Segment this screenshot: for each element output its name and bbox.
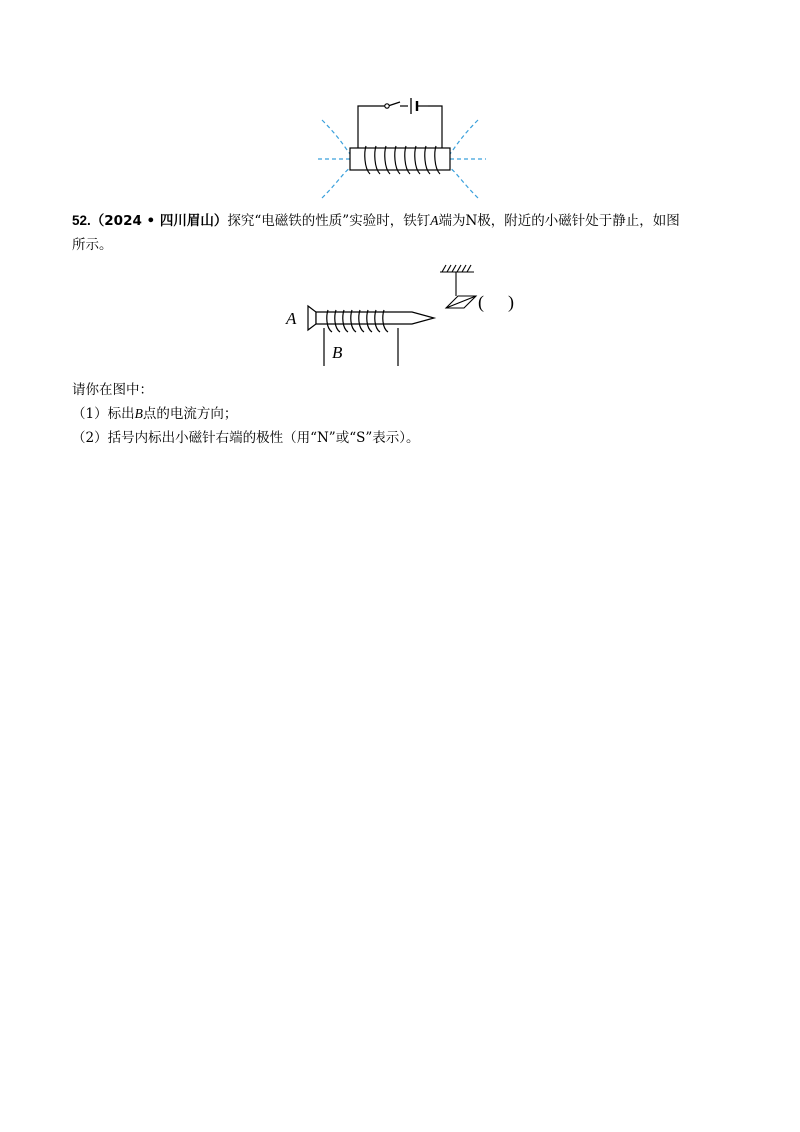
field-line-top-left <box>322 120 350 154</box>
answer-paren-right: ) <box>508 292 514 312</box>
item-2 <box>72 428 420 448</box>
prompt-line <box>72 380 153 400</box>
label-a: A <box>286 309 297 328</box>
question-stem-line2: 所示。 <box>72 237 113 253</box>
item-1-var: B <box>134 406 143 421</box>
question-stem-var-a: A <box>430 213 439 228</box>
question-stem-part2: 端为N极，附近的小磁针处于静止，如图 <box>438 213 680 229</box>
item-1-prefix: （1）标出 <box>72 406 135 422</box>
item-1-suffix: 点的电流方向； <box>142 406 238 422</box>
question-line-1 <box>72 211 680 231</box>
solenoid-field-figure <box>300 88 500 200</box>
item-1 <box>72 404 237 424</box>
question-number: 52. <box>72 213 91 228</box>
label-b: B <box>332 343 343 362</box>
battery-icon <box>411 98 428 114</box>
prompt-text: 请你在图中： <box>72 382 153 398</box>
circuit-wires <box>358 102 442 148</box>
item-2-text: （2）括号内标出小磁针右端的极性（用“N”或“S”表示）。 <box>72 430 420 446</box>
ceiling-support <box>440 265 474 296</box>
question-line-2 <box>72 235 113 255</box>
field-line-top-right <box>450 120 478 154</box>
answer-paren-left: ( <box>478 292 484 312</box>
compass-needle <box>446 296 476 308</box>
field-line-bottom-right <box>450 168 478 198</box>
electromagnet-figure <box>280 262 530 370</box>
switch-pivot <box>385 104 389 108</box>
question-source: （2024 • 四川眉山） <box>90 213 228 229</box>
question-stem-part1: 探究“电磁铁的性质”实验时，铁钉 <box>227 213 431 229</box>
field-line-bottom-left <box>322 168 350 198</box>
